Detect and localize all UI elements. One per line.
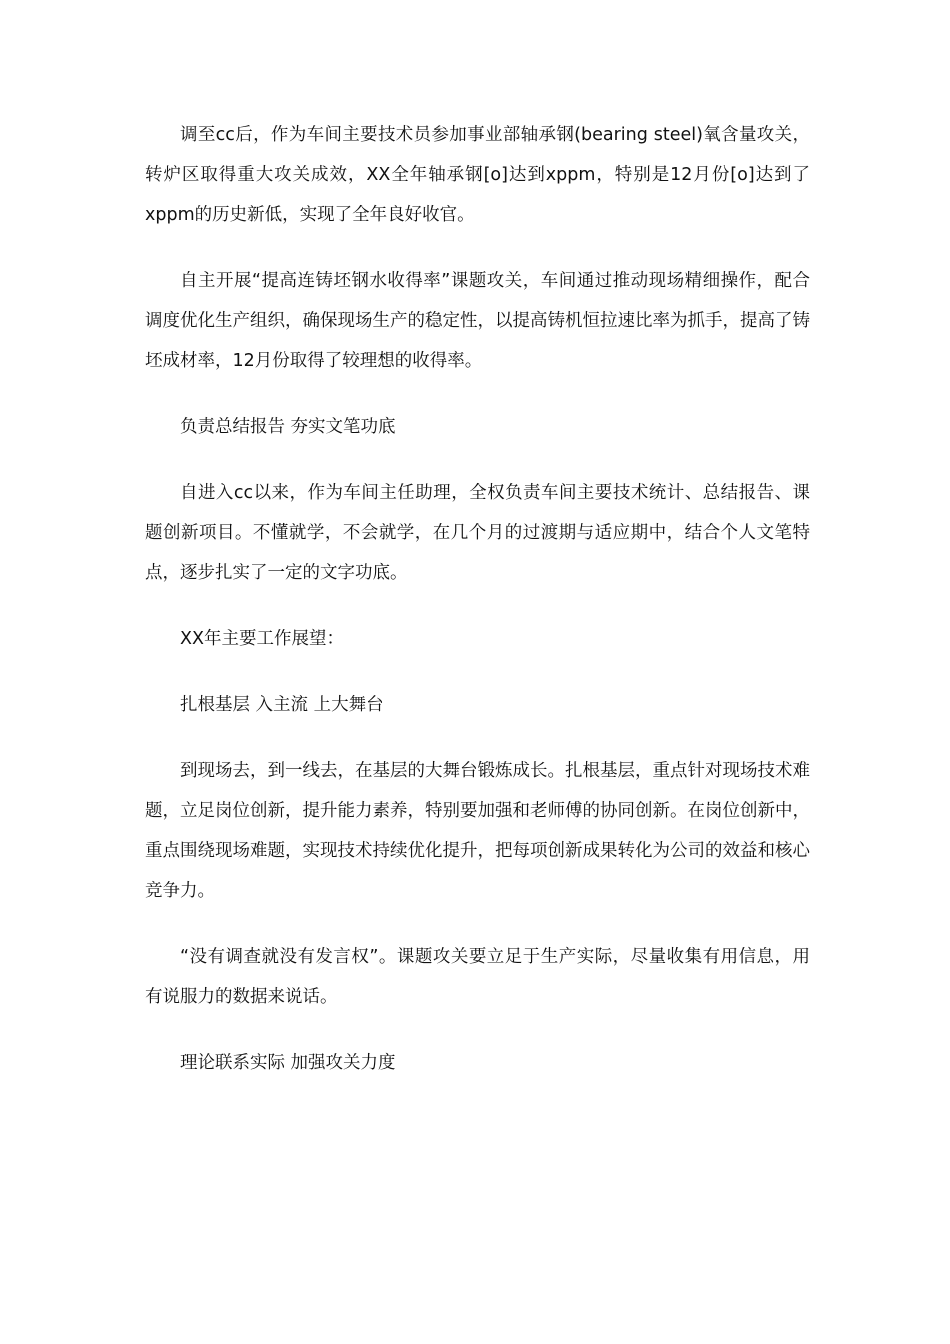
paragraph-investigation: “没有调查就没有发言权”。课题攻关要立足于生产实际，尽量收集有用信息，用有说服力的数据来说话。 xyxy=(145,947,810,1007)
paragraph-assistant-role: 自进入cc以来，作为车间主任助理，全权负责车间主要技术统计、总结报告、课题创新项目。不懂就学，不会就学，在几个月的过渡期与适应期中，结合个人文笔特点，逐步扎实了一定的文字功底。 xyxy=(145,483,810,583)
paragraph-bearing-steel: 调至cc后，作为车间主要技术员参加事业部轴承钢(bearing steel)氧含量攻关，转炉区取得重大攻关成效，XX全年轴承钢[o]达到xppm，特别是12月份[o]达到了xppm的历史新低，实现了全年良好收官。 xyxy=(145,125,810,225)
heading-writing-skills: 负责总结报告 夯实文笔功底 xyxy=(180,417,396,437)
heading-grassroots: 扎根基层 入主流 上大舞台 xyxy=(180,695,384,715)
heading-theory-practice: 理论联系实际 加强攻关力度 xyxy=(180,1053,396,1073)
paragraph-on-site: 到现场去，到一线去，在基层的大舞台锻炼成长。扎根基层，重点针对现场技术难题，立足岗位创新，提升能力素养，特别要加强和老师傅的协同创新。在岗位创新中，重点围绕现场难题，实现技术持续优化提升，把每项创新成果转化为公司的效益和核心竞争力。 xyxy=(145,761,810,901)
paragraph-casting-yield: 自主开展“提高连铸坯钢水收得率”课题攻关，车间通过推动现场精细操作，配合调度优化生产组织，确保现场生产的稳定性，以提高铸机恒拉速比率为抓手，提高了铸坯成材率，12月份取得了较理想的收得率。 xyxy=(145,271,810,371)
heading-work-outlook: XX年主要工作展望： xyxy=(180,629,344,649)
document-body xyxy=(145,115,810,1109)
